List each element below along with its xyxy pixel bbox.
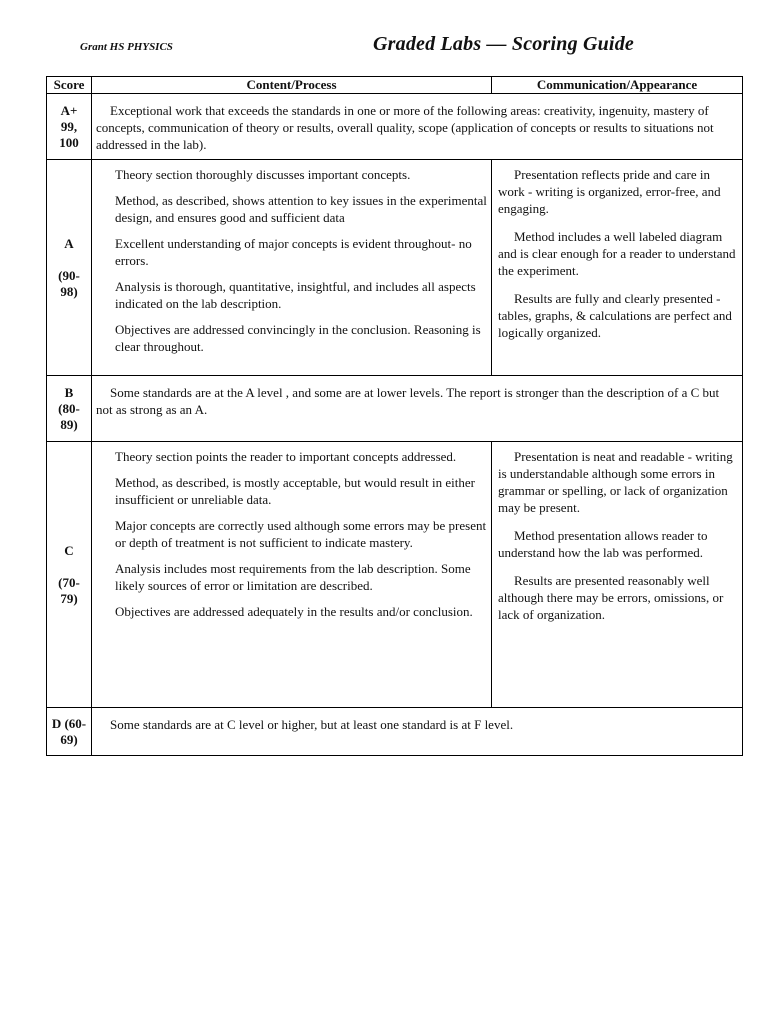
description-b (92, 376, 743, 442)
list-item: Method, as described, is mostly acceptable, but would result in either insufficient or unreliable data. (115, 475, 475, 507)
list-item: Analysis is thorough, quantitative, insightful, and includes all aspects indicated on the lab description. (115, 279, 476, 311)
list-item: Objectives are addressed adequately in the results and/or conclusion. (115, 604, 473, 619)
score-cell-c (47, 442, 92, 708)
score-range: (70- (58, 574, 80, 590)
list-item: Major concepts are correctly used although some errors may be present or depth of treatment is not sufficient to indicate mastery. (115, 518, 487, 550)
school-label: Grant HS PHYSICS (80, 41, 173, 53)
score-range: 98) (60, 283, 78, 299)
score-cell-a-plus (47, 94, 92, 160)
score-cell-b (47, 376, 92, 442)
score-grade: B (64, 384, 74, 400)
score-cell-a (47, 160, 92, 376)
row-b (47, 376, 743, 442)
score-range: 69) (60, 731, 78, 747)
list-item: Theory section points the reader to important concepts addressed. (115, 449, 457, 464)
score-grade: C (64, 542, 74, 558)
score-range: (80- (58, 400, 80, 416)
column-header-content: Content/Process (92, 77, 492, 94)
description-d (92, 708, 743, 756)
column-header-score: Score (47, 77, 92, 94)
list-item: Results are fully and clearly presented - tables, graphs, & calculations are perfect and logically organized. (498, 291, 732, 340)
list-item: Excellent understanding of major concepts is evident throughout- no errors. (115, 236, 472, 268)
list-item: Analysis includes most requirements from the lab description. Some likely sources of error or limitation are described. (115, 561, 471, 593)
description-text: Some standards are at C level or higher, but at least one standard is at F level. (110, 717, 514, 732)
score-range: 79) (60, 590, 78, 606)
score-range: 100 (59, 134, 79, 150)
list-item: Presentation is neat and readable - writing is understandable although some errors in grammar or spelling, or lack of organization may be present. (498, 449, 733, 515)
page-title: Graded Labs — Scoring Guide (373, 33, 634, 55)
content-cell-a (92, 160, 492, 376)
list-item: Method presentation allows reader to understand how the lab was performed. (498, 528, 708, 560)
score-grade: A+ (60, 102, 78, 118)
communication-cell-c (492, 442, 743, 708)
description-text: Exceptional work that exceeds the standards in one or more of the following areas: creativity, ingenuity, mastery of concepts, communication of theory or results, overall quality, scope (application of concepts or results to situations not addressed in the lab). (96, 103, 714, 152)
scoring-table (46, 76, 743, 756)
communication-cell-a (492, 160, 743, 376)
score-cell-d (47, 708, 92, 756)
row-c (47, 442, 743, 708)
column-header-communication: Communication/Appearance (492, 77, 743, 94)
list-item: Presentation reflects pride and care in work - writing is organized, error-free, and engaging. (498, 167, 721, 216)
score-range: 99, (60, 118, 78, 134)
score-grade: D (60- (51, 715, 87, 731)
score-grade: A (64, 235, 74, 251)
header-row (47, 77, 743, 94)
row-a (47, 160, 743, 376)
list-item: Method, as described, shows attention to key issues in the experimental design, and ensures good and sufficient data (115, 193, 487, 225)
description-a-plus (92, 94, 743, 160)
list-item: Method includes a well labeled diagram and is clear enough for a reader to understand the experiment. (498, 229, 736, 278)
row-a-plus (47, 94, 743, 160)
content-cell-c (92, 442, 492, 708)
list-item: Results are presented reasonably well although there may be errors, omissions, or lack of organization. (498, 573, 724, 622)
list-item: Theory section thoroughly discusses important concepts. (115, 167, 411, 182)
description-text: Some standards are at the A level , and some are at lower levels. The report is stronger than the description of a C but not as strong as an A. (96, 385, 720, 417)
score-range: (90- (58, 267, 80, 283)
list-item: Objectives are addressed convincingly in the conclusion. Reasoning is clear throughout. (115, 322, 481, 354)
score-range: 89) (60, 416, 78, 432)
row-d (47, 708, 743, 756)
